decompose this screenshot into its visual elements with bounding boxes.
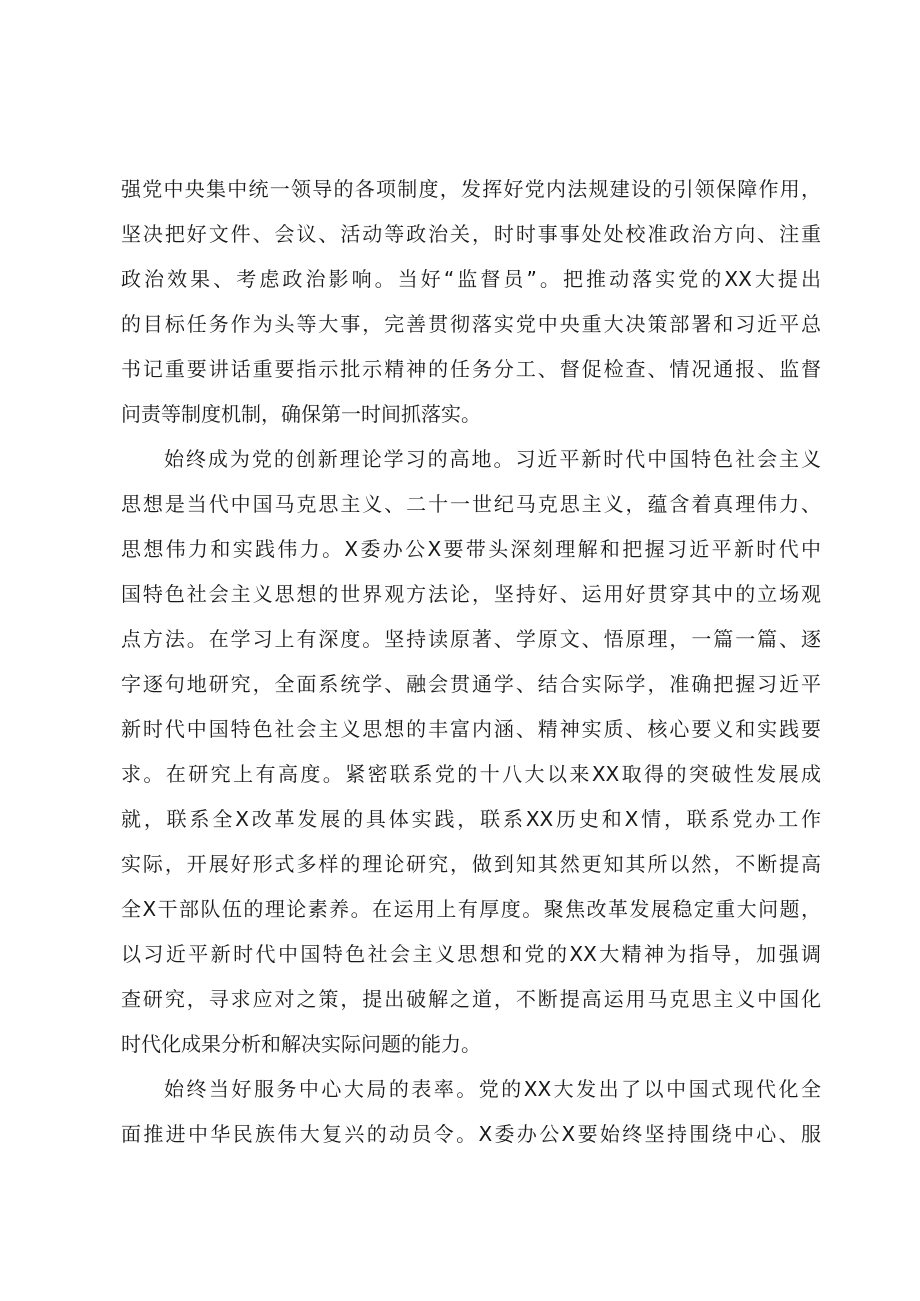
text-line: 思想是当代中国马克思主义、二十一世纪马克思主义，蕴含着真理伟力、 [121,492,821,516]
text-line: 政治效果、考虑政治影响。当好“监督员”。把推动落实党的XX大提出 [121,267,821,291]
text-line: 国特色社会主义思想的世界观方法论，坚持好、运用好贯穿其中的立场观 [121,582,821,606]
text-line: 面推进中华民族伟大复兴的动员令。X委办公X要始终坚持围绕中心、服 [121,1122,821,1146]
text-line: 坚决把好文件、会议、活动等政治关，时时事事处处校准政治方向、注重 [121,222,821,246]
text-line: 新时代中国特色社会主义思想的丰富内涵、精神实质、核心要义和实践要 [121,717,821,741]
text-line: 时代化成果分析和解决实际问题的能力。 [121,1032,481,1056]
text-line: 全X干部队伍的理论素养。在运用上有厚度。聚焦改革发展稳定重大问题， [121,897,821,921]
text-line: 字逐句地研究，全面系统学、融会贯通学、结合实际学，准确把握习近平 [121,672,821,696]
text-line: 就，联系全X改革发展的具体实践，联系XX历史和X情，联系党办工作 [121,807,821,831]
text-line: 思想伟力和实践伟力。X委办公X要带头深刻理解和把握习近平新时代中 [121,537,821,561]
text-line: 求。在研究上有高度。紧密联系党的十八大以来XX取得的突破性发展成 [121,762,821,786]
text-line: 点方法。在学习上有深度。坚持读原著、学原文、悟原理，一篇一篇、逐 [121,627,821,651]
text-line: 强党中央集中统一领导的各项制度，发挥好党内法规建设的引领保障作用， [121,177,821,201]
text-line: 以习近平新时代中国特色社会主义思想和党的XX大精神为指导，加强调 [121,942,821,966]
text-line: 查研究，寻求应对之策，提出破解之道，不断提高运用马克思主义中国化 [121,987,821,1011]
text-line: 实际，开展好形式多样的理论研究，做到知其然更知其所以然，不断提高 [121,852,821,876]
text-line: 始终当好服务中心大局的表率。党的XX大发出了以中国式现代化全 [164,1077,821,1101]
text-line: 的目标任务作为头等大事，完善贯彻落实党中央重大决策部署和习近平总 [121,312,821,336]
text-line: 书记重要讲话重要指示批示精神的任务分工、督促检查、情况通报、监督 [121,357,821,381]
text-line: 始终成为党的创新理论学习的高地。习近平新时代中国特色社会主义 [164,447,821,471]
text-line: 问责等制度机制，确保第一时间抓落实。 [121,402,481,426]
